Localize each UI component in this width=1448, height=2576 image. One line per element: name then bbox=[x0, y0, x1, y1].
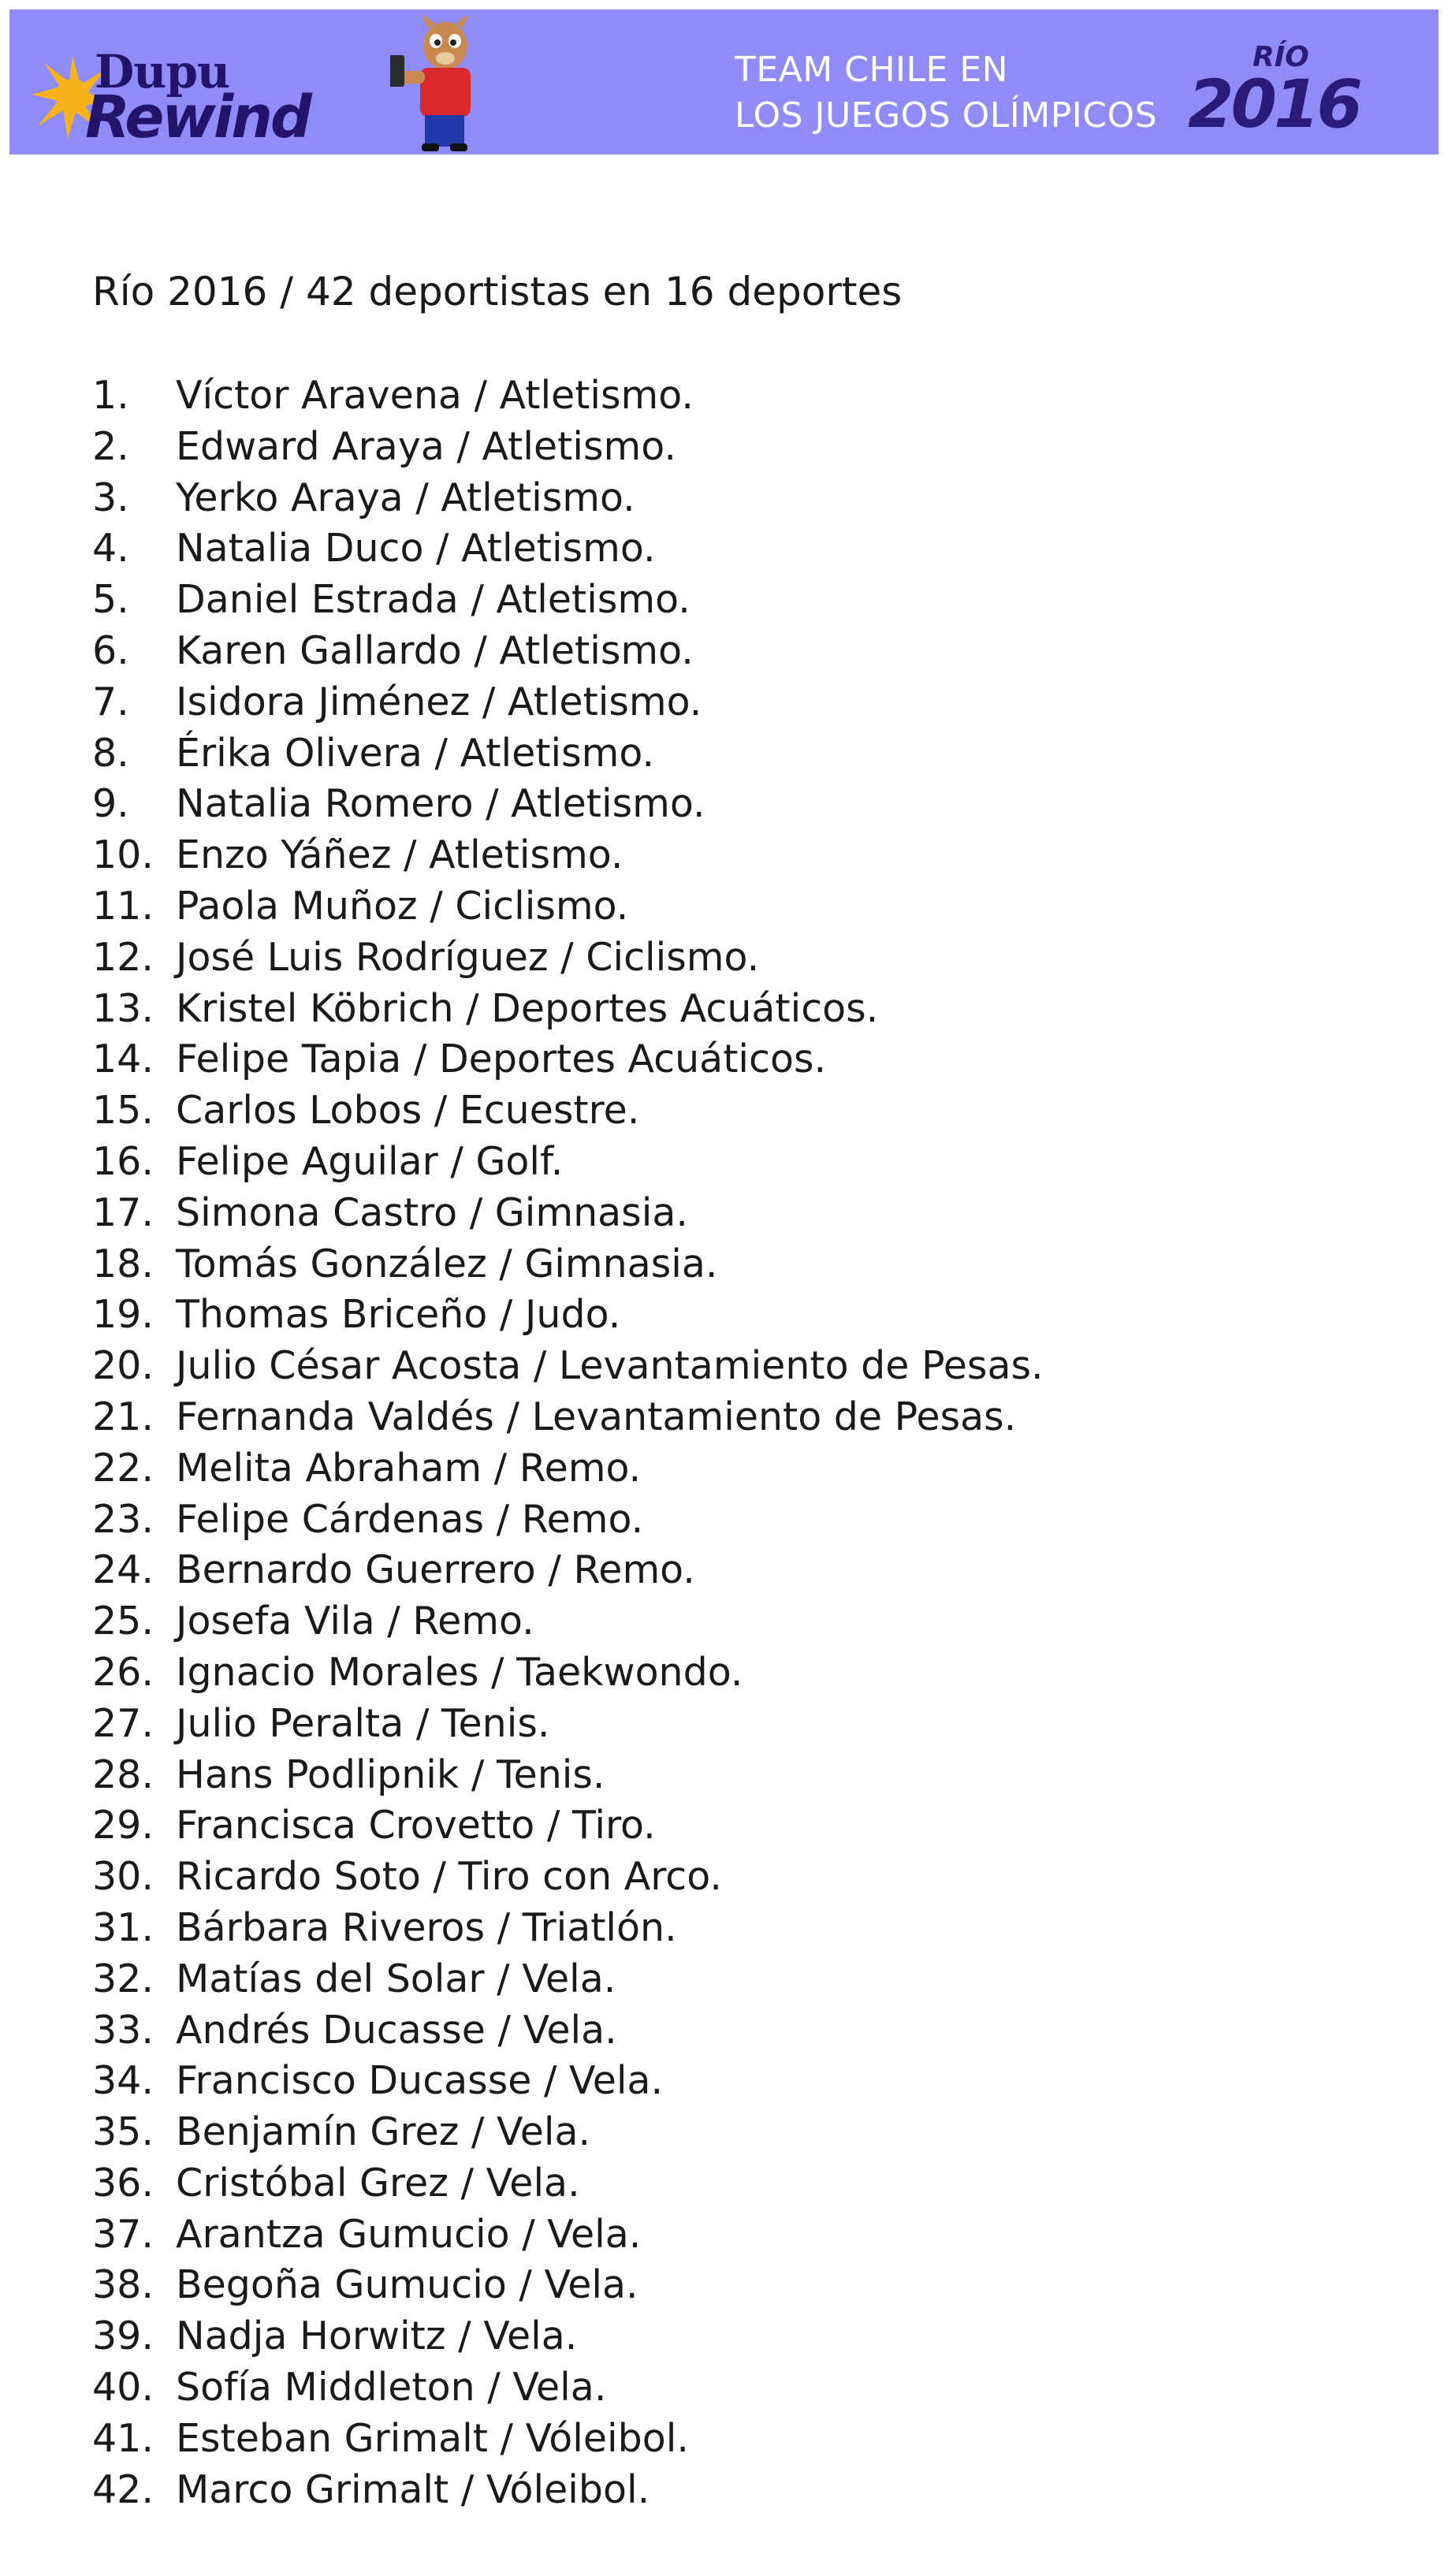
athlete-entry: Matías del Solar / Vela. bbox=[176, 1956, 616, 2001]
header-title bbox=[735, 47, 1157, 139]
athlete-entry: Víctor Aravena / Atletismo. bbox=[176, 373, 694, 418]
athlete-entry: Natalia Romero / Atletismo. bbox=[176, 781, 705, 827]
athlete-list-item bbox=[92, 932, 1044, 984]
athlete-entry: Francisco Ducasse / Vela. bbox=[176, 2058, 664, 2104]
rio-label: RÍO bbox=[1253, 41, 1309, 73]
athlete-entry: Felipe Tapia / Deportes Acuáticos. bbox=[176, 1037, 827, 1082]
athlete-entry: Bárbara Riveros / Triatlón. bbox=[176, 1904, 677, 1950]
athlete-entry: Yerko Araya / Atletismo. bbox=[176, 475, 635, 520]
athlete-entry: Marco Grimalt / Vóleibol. bbox=[176, 2466, 650, 2512]
athlete-entry: Julio Peralta / Tenis. bbox=[176, 1700, 550, 1746]
athlete-number: 42. bbox=[92, 2466, 154, 2512]
athlete-entry: Enzo Yáñez / Atletismo. bbox=[176, 832, 623, 878]
athlete-entry: Natalia Duco / Atletismo. bbox=[176, 526, 656, 571]
athlete-list-item bbox=[92, 1647, 1044, 1699]
athlete-number: 32. bbox=[92, 1956, 154, 2001]
athlete-entry: Sofía Middleton / Vela. bbox=[176, 2365, 607, 2410]
header-title-line-2: LOS JUEGOS OLÍMPICOS bbox=[735, 95, 1158, 136]
athlete-list-item bbox=[92, 1341, 1044, 1392]
athlete-number: 14. bbox=[92, 1037, 154, 1082]
athlete-number: 41. bbox=[92, 2415, 154, 2461]
athlete-entry: Isidora Jiménez / Atletismo. bbox=[176, 679, 702, 724]
athlete-number: 12. bbox=[92, 934, 154, 980]
athlete-number: 8. bbox=[92, 730, 129, 776]
athlete-number: 18. bbox=[92, 1241, 154, 1286]
athlete-list-item bbox=[92, 1495, 1044, 1546]
athlete-list-item bbox=[92, 677, 1044, 728]
athlete-list-item bbox=[92, 1392, 1044, 1443]
athlete-number: 22. bbox=[92, 1445, 154, 1491]
athlete-list-item bbox=[92, 1239, 1044, 1290]
athlete-number: 29. bbox=[92, 1803, 154, 1848]
athlete-entry: Arantza Gumucio / Vela. bbox=[176, 2211, 642, 2257]
athlete-list-item bbox=[92, 2056, 1044, 2107]
athlete-list-item bbox=[92, 2311, 1044, 2362]
athlete-number: 7. bbox=[92, 679, 129, 724]
athlete-list-item bbox=[92, 422, 1044, 473]
athlete-number: 20. bbox=[92, 1343, 154, 1389]
athlete-list-item bbox=[92, 1545, 1044, 1596]
athlete-list-item bbox=[92, 1750, 1044, 1801]
athlete-number: 13. bbox=[92, 985, 154, 1031]
athlete-number: 9. bbox=[92, 781, 129, 827]
athlete-number: 4. bbox=[92, 526, 129, 571]
athlete-entry: Kristel Köbrich / Deportes Acuáticos. bbox=[176, 985, 879, 1031]
athlete-entry: Begoña Gumucio / Vela. bbox=[176, 2262, 638, 2308]
athlete-list-item bbox=[92, 1800, 1044, 1852]
athlete-number: 34. bbox=[92, 2058, 154, 2104]
athlete-number: 3. bbox=[92, 475, 129, 520]
athlete-number: 38. bbox=[92, 2262, 154, 2308]
athlete-number: 21. bbox=[92, 1394, 154, 1439]
athlete-list-item bbox=[92, 1443, 1044, 1495]
athlete-entry: Karen Gallardo / Atletismo. bbox=[176, 627, 694, 673]
athlete-number: 27. bbox=[92, 1700, 154, 1746]
page-subtitle: Río 2016 / 42 deportistas en 16 deportes bbox=[92, 269, 903, 315]
athlete-entry: Paola Muñoz / Ciclismo. bbox=[176, 883, 629, 929]
athlete-entry: Ignacio Morales / Taekwondo. bbox=[176, 1649, 743, 1695]
athlete-number: 40. bbox=[92, 2365, 154, 2410]
rio-year: 2016 bbox=[1188, 65, 1360, 143]
athlete-list-item bbox=[92, 1954, 1044, 2005]
athlete-list-item bbox=[92, 984, 1044, 1035]
athlete-entry: Cristóbal Grez / Vela. bbox=[176, 2160, 580, 2206]
athlete-entry: Benjamín Grez / Vela. bbox=[176, 2109, 591, 2155]
athlete-list-item bbox=[92, 2260, 1044, 2311]
athlete-list-item bbox=[92, 575, 1044, 626]
logo-dupu-text: Dupu bbox=[95, 45, 230, 99]
athlete-number: 16. bbox=[92, 1138, 154, 1184]
athlete-list-item bbox=[92, 1290, 1044, 1341]
athlete-list-item bbox=[92, 1596, 1044, 1647]
athlete-number: 5. bbox=[92, 577, 129, 623]
athlete-number: 35. bbox=[92, 2109, 154, 2155]
athlete-list-item bbox=[92, 881, 1044, 932]
athlete-number: 31. bbox=[92, 1904, 154, 1950]
athlete-list-item bbox=[92, 2414, 1044, 2465]
athlete-number: 30. bbox=[92, 1854, 154, 1900]
athlete-entry: Ricardo Soto / Tiro con Arco. bbox=[176, 1854, 722, 1900]
athlete-entry: Julio César Acosta / Levantamiento de Pesas. bbox=[176, 1343, 1044, 1389]
athlete-list-item bbox=[92, 2005, 1044, 2057]
athlete-entry: José Luis Rodríguez / Ciclismo. bbox=[176, 934, 760, 980]
athlete-entry: Francisca Crovetto / Tiro. bbox=[176, 1803, 656, 1848]
athlete-entry: Felipe Cárdenas / Remo. bbox=[176, 1496, 644, 1542]
athlete-entry: Érika Olivera / Atletismo. bbox=[176, 730, 655, 776]
athlete-entry: Daniel Estrada / Atletismo. bbox=[176, 577, 690, 623]
athlete-list bbox=[92, 370, 1044, 2515]
athlete-entry: Carlos Lobos / Ecuestre. bbox=[176, 1088, 640, 1134]
athlete-list-item bbox=[92, 1188, 1044, 1239]
athlete-number: 33. bbox=[92, 2007, 154, 2053]
athlete-entry: Bernardo Guerrero / Remo. bbox=[176, 1547, 695, 1593]
athlete-entry: Andrés Ducasse / Vela. bbox=[176, 2007, 617, 2053]
athlete-list-item bbox=[92, 1034, 1044, 1085]
athlete-number: 39. bbox=[92, 2314, 154, 2359]
athlete-number: 25. bbox=[92, 1599, 154, 1644]
athlete-number: 24. bbox=[92, 1547, 154, 1593]
athlete-number: 19. bbox=[92, 1292, 154, 1338]
athlete-entry: Tomás González / Gimnasia. bbox=[176, 1241, 718, 1286]
athlete-list-item bbox=[92, 1699, 1044, 1750]
athlete-list-item bbox=[92, 2209, 1044, 2261]
athlete-list-item bbox=[92, 2107, 1044, 2158]
rio-2016-logo bbox=[1188, 41, 1361, 143]
athlete-list-item bbox=[92, 523, 1044, 575]
athlete-entry: Nadja Horwitz / Vela. bbox=[176, 2314, 578, 2359]
athlete-list-item bbox=[92, 370, 1044, 422]
athlete-list-item bbox=[92, 473, 1044, 524]
athlete-entry: Edward Araya / Atletismo. bbox=[176, 423, 676, 469]
athlete-list-item bbox=[92, 779, 1044, 830]
mascot-icon bbox=[390, 16, 501, 151]
logo-rewind-text: Rewind bbox=[85, 84, 310, 151]
athlete-number: 15. bbox=[92, 1088, 154, 1134]
athlete-list-item bbox=[92, 2362, 1044, 2414]
athlete-number: 10. bbox=[92, 832, 154, 878]
athlete-number: 37. bbox=[92, 2211, 154, 2257]
athlete-entry: Simona Castro / Gimnasia. bbox=[176, 1189, 688, 1235]
athlete-entry: Thomas Briceño / Judo. bbox=[176, 1292, 621, 1338]
header-banner bbox=[9, 9, 1439, 154]
athlete-entry: Fernanda Valdés / Levantamiento de Pesas. bbox=[176, 1394, 1017, 1439]
athlete-list-item bbox=[92, 626, 1044, 677]
athlete-list-item bbox=[92, 1852, 1044, 1903]
athlete-list-item bbox=[92, 2158, 1044, 2209]
athlete-list-item bbox=[92, 1137, 1044, 1188]
athlete-list-item bbox=[92, 2465, 1044, 2516]
athlete-list-item bbox=[92, 1085, 1044, 1137]
athlete-entry: Hans Podlipnik / Tenis. bbox=[176, 1751, 605, 1797]
athlete-list-item bbox=[92, 728, 1044, 780]
athlete-entry: Josefa Vila / Remo. bbox=[176, 1599, 534, 1644]
header-title-line-1: TEAM CHILE EN bbox=[735, 50, 1009, 90]
athlete-number: 26. bbox=[92, 1649, 154, 1695]
athlete-number: 28. bbox=[92, 1751, 154, 1797]
athlete-number: 11. bbox=[92, 883, 154, 929]
athlete-entry: Felipe Aguilar / Golf. bbox=[176, 1138, 564, 1184]
athlete-number: 6. bbox=[92, 627, 129, 673]
athlete-number: 2. bbox=[92, 423, 129, 469]
athlete-number: 36. bbox=[92, 2160, 154, 2206]
athlete-entry: Melita Abraham / Remo. bbox=[176, 1445, 642, 1491]
athlete-number: 17. bbox=[92, 1189, 154, 1235]
athlete-list-item bbox=[92, 1903, 1044, 1954]
athlete-number: 1. bbox=[92, 373, 129, 418]
dupu-rewind-logo bbox=[32, 16, 504, 151]
athlete-entry: Esteban Grimalt / Vóleibol. bbox=[176, 2415, 689, 2461]
athlete-list-item bbox=[92, 830, 1044, 881]
athlete-number: 23. bbox=[92, 1496, 154, 1542]
